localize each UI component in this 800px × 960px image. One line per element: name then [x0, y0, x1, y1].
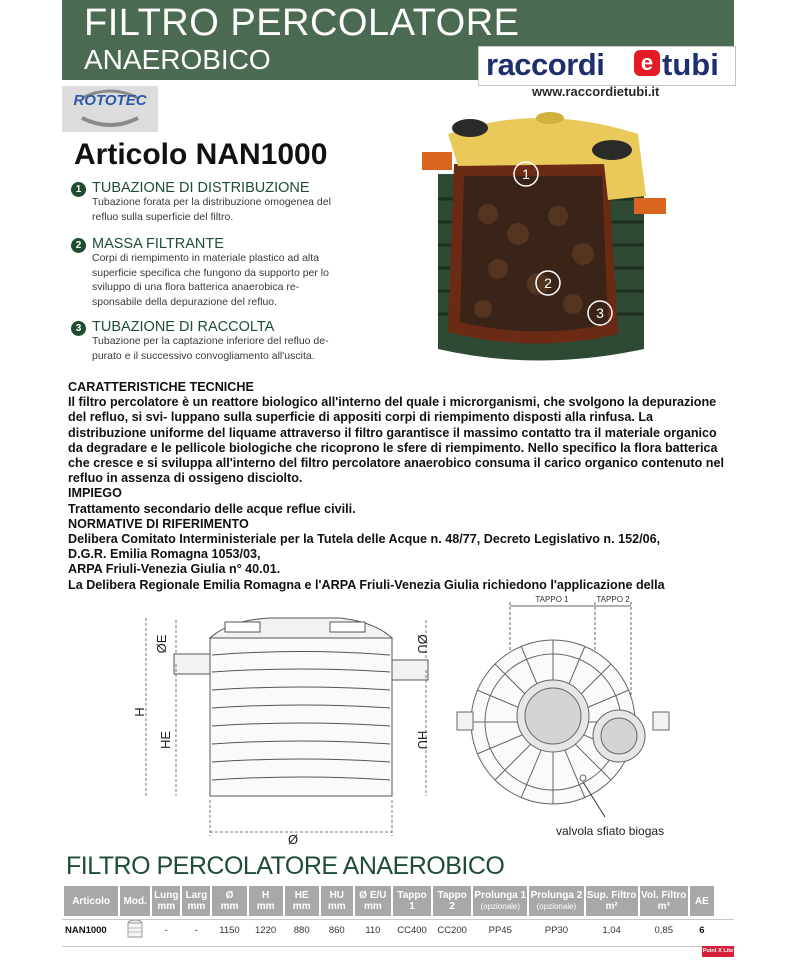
tech-heading: CARATTERISTICHE TECNICHE [68, 380, 254, 394]
brand-name-right: tubi [662, 47, 719, 82]
brand-name-e: e [634, 50, 660, 76]
norms-line-4: La Delibera Regionale Emilia Romagna e l'ARPA Friuli-Venezia Giulia richiedono l'applicazione della [68, 577, 665, 592]
col-vol-filtro: Vol. Filtro m³ [640, 886, 688, 916]
cell-lung: - [164, 924, 168, 936]
valve-label: valvola sfiato biogas [556, 824, 665, 838]
callout-3: 3 [596, 305, 604, 321]
brand-url-link[interactable]: www.raccordietubi.it [532, 84, 660, 99]
cell-sup-filtro: 1,04 [602, 924, 621, 936]
cell-tappo2: CC200 [437, 924, 467, 936]
tappo-1-label: TAPPO 1 [535, 595, 569, 604]
col-mod: Mod. [120, 886, 150, 916]
feature-number-2: 2 [71, 238, 86, 253]
col-prolunga2: Prolunga 2 (opzionale) [529, 886, 583, 916]
norms-line-2: D.G.R. Emilia Romagna 1053/03, [68, 547, 261, 562]
manufacturer-logo-text: ROTOTEC [73, 92, 147, 109]
technical-description [68, 380, 728, 593]
col-h: H mm [249, 886, 283, 916]
norms-line-3: ARPA Friuli-Venezia Giulia n° 40.01. [68, 562, 281, 577]
dim-label-ou: ØU [415, 634, 430, 654]
dim-label-hu: HU [415, 730, 430, 750]
cell-prolunga2: PP30 [544, 924, 569, 936]
tech-body: Il filtro percolatore è un reattore biologico all'interno del quale i microrganismi, che svolgono la depurazione del refluo, si svi- luppano sulla superficie di appositi corpi di riempimento disposti alla rinfusa. La distribuzione uniforme del liquame attraverso il filtro garantisce il massimo contatto tra il materiale organico da degradare e le pellicole biologiche che ricoprono le sfere di riempimento. Nello specifico la flora batterica che cresce e si sviluppa all'interno del filtro percolatore anaerobico consuma il carico organico contenuto nel refluo in assenza di ossigeno disciolto. [68, 395, 724, 486]
table-divider-bottom [62, 946, 734, 947]
callout-1: 1 [522, 166, 530, 182]
product-cutaway-image [408, 104, 668, 374]
page-subtitle: ANAEROBICO [84, 44, 271, 75]
cell-prolunga1: PP45 [488, 924, 512, 936]
table-header-row [64, 886, 714, 916]
top-view-drawing [455, 592, 675, 822]
col-tappo2: Tappo 2 [433, 886, 471, 916]
page-title: FILTRO PERCOLATORE [84, 2, 520, 44]
cell-vol-filtro: 0,85 [654, 924, 673, 936]
col-tappo1: Tappo 1 [393, 886, 431, 916]
model-thumbnail-icon [125, 918, 145, 940]
feature-number-3: 3 [71, 321, 86, 336]
corner-tag: Point X Lite [702, 946, 734, 957]
callout-2: 2 [544, 275, 552, 291]
dim-label-h: H [132, 707, 147, 717]
col-he: HE mm [285, 886, 319, 916]
col-diameter: Ø mm [212, 886, 246, 916]
tappo-2-label: TAPPO 2 [596, 595, 630, 604]
cell-hu: 860 [328, 924, 345, 936]
dim-label-he: HE [158, 730, 173, 750]
feature-title-1: TUBAZIONE DI DISTRIBUZIONE [92, 180, 310, 196]
feature-desc-1: Tubazione forata per la distribuzione omogenea del refluo sulla superficie del filtro. [92, 196, 331, 223]
table-divider-top [62, 919, 734, 920]
cell-he: 880 [293, 924, 310, 936]
cell-ae: 6 [699, 924, 705, 936]
norms-line-1: Delibera Comitato Interministeriale per la Tutela delle Acque n. 48/77, Decreto Legislativo n. 152/06, [68, 532, 661, 547]
col-articolo: Articolo [64, 886, 118, 916]
col-prolunga1: Prolunga 1 (opzionale) [473, 886, 527, 916]
brand-name-left: raccordi [486, 47, 605, 82]
col-sup-filtro: Sup. Filtro m² [586, 886, 638, 916]
cell-mod [120, 916, 150, 944]
use-heading: IMPIEGO [68, 486, 122, 501]
dim-label-diameter: Ø [287, 832, 299, 847]
col-larg: Larg mm [182, 886, 210, 916]
cell-eu: 110 [365, 924, 381, 936]
cell-larg: - [194, 924, 198, 936]
cell-h: 1220 [255, 924, 277, 936]
feature-title-3: TUBAZIONE DI RACCOLTA [92, 319, 275, 335]
spec-table [62, 886, 716, 944]
cell-articolo: NAN1000 [65, 924, 107, 936]
feature-desc-3: Tubazione per la captazione inferiore del refluo de- purato e il successivo convogliamento all'uscita. [92, 335, 329, 362]
side-view-drawing [130, 600, 450, 850]
col-hu: HU mm [321, 886, 353, 916]
feature-desc-2: Corpi di riempimento in materiale plastico ad alta superficie specifica che fungono da supporto per lo sviluppo di una flora batterica anaerobica re- sponsabile della depurazione del refluo. [92, 252, 329, 308]
col-eu: Ø E/U mm [355, 886, 391, 916]
col-lung: Lung mm [152, 886, 180, 916]
cell-tappo1: CC400 [397, 924, 427, 936]
norms-heading: NORMATIVE DI RIFERIMENTO [68, 516, 249, 531]
col-ae: AE [690, 886, 714, 916]
use-body: Trattamento secondario delle acque reflue civili. [68, 501, 356, 516]
feature-number-1: 1 [71, 182, 86, 197]
feature-title-2: MASSA FILTRANTE [92, 236, 224, 252]
dim-label-oe: ØE [154, 634, 169, 654]
cell-diameter: 1150 [219, 924, 240, 936]
article-title: Articolo NAN1000 [74, 138, 328, 171]
product-table-heading: FILTRO PERCOLATORE ANAEROBICO [66, 852, 505, 880]
table-row [64, 916, 714, 944]
